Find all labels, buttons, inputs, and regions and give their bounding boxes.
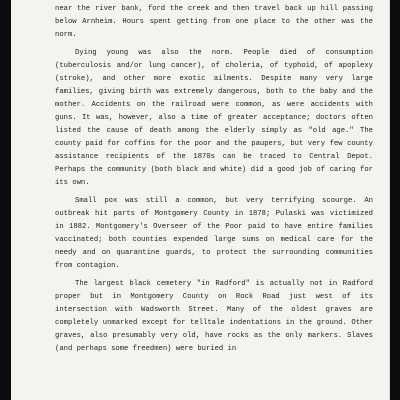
document-page [11,0,390,400]
paragraph: near the river bank, ford the creek and then travel back up hill passing below Arnheim. Hours spent getting from one place to the other was the norm. [55,5,373,39]
paragraph: Dying young was also the norm. People died of consumption (tuberculosis and/or lung cancer), of choleria, of typhoid, of apoplexy (stroke), and other more exotic ailments. Despite many very large families, giving birth was extremely dangerous, both to the baby and the mother. Accidents on the railroad were common, as were accidents with guns. It was, however, also a time of greater acceptance; doctors often listed the cause of death among the elderly simply as "old age." The county paid for coffins for the poor and the paupers, but very few county assistance recipients of the 1870s can be traced to Central Depot. Perhaps the community (both black and white) did a good job of caring for its own. [55,49,373,187]
body-text [55,3,373,356]
paragraph: The largest black cemetery "in Radford" is actually not in Radford proper but in Montgomery County on Rock Road just west of its intersection with Wadsworth Street. Many of the oldest graves are completely unmarked except for telltale indentations in the ground. Other graves, also presumably very old, have rocks as the only markers. Slaves (and perhaps some freedmen) were buried in [55,280,373,353]
paragraph: Small pox was still a common, but very terrifying scourge. An outbreak hit parts of Montgomery County in 1878; Pulaski was victimized in 1882. Montgomery's Overseer of the Poor paid to have entire families vaccinated; both counties expended large sums on medical care for the needy and on quarantine guards, to protect the surrounding communities from contagion. [55,197,373,270]
